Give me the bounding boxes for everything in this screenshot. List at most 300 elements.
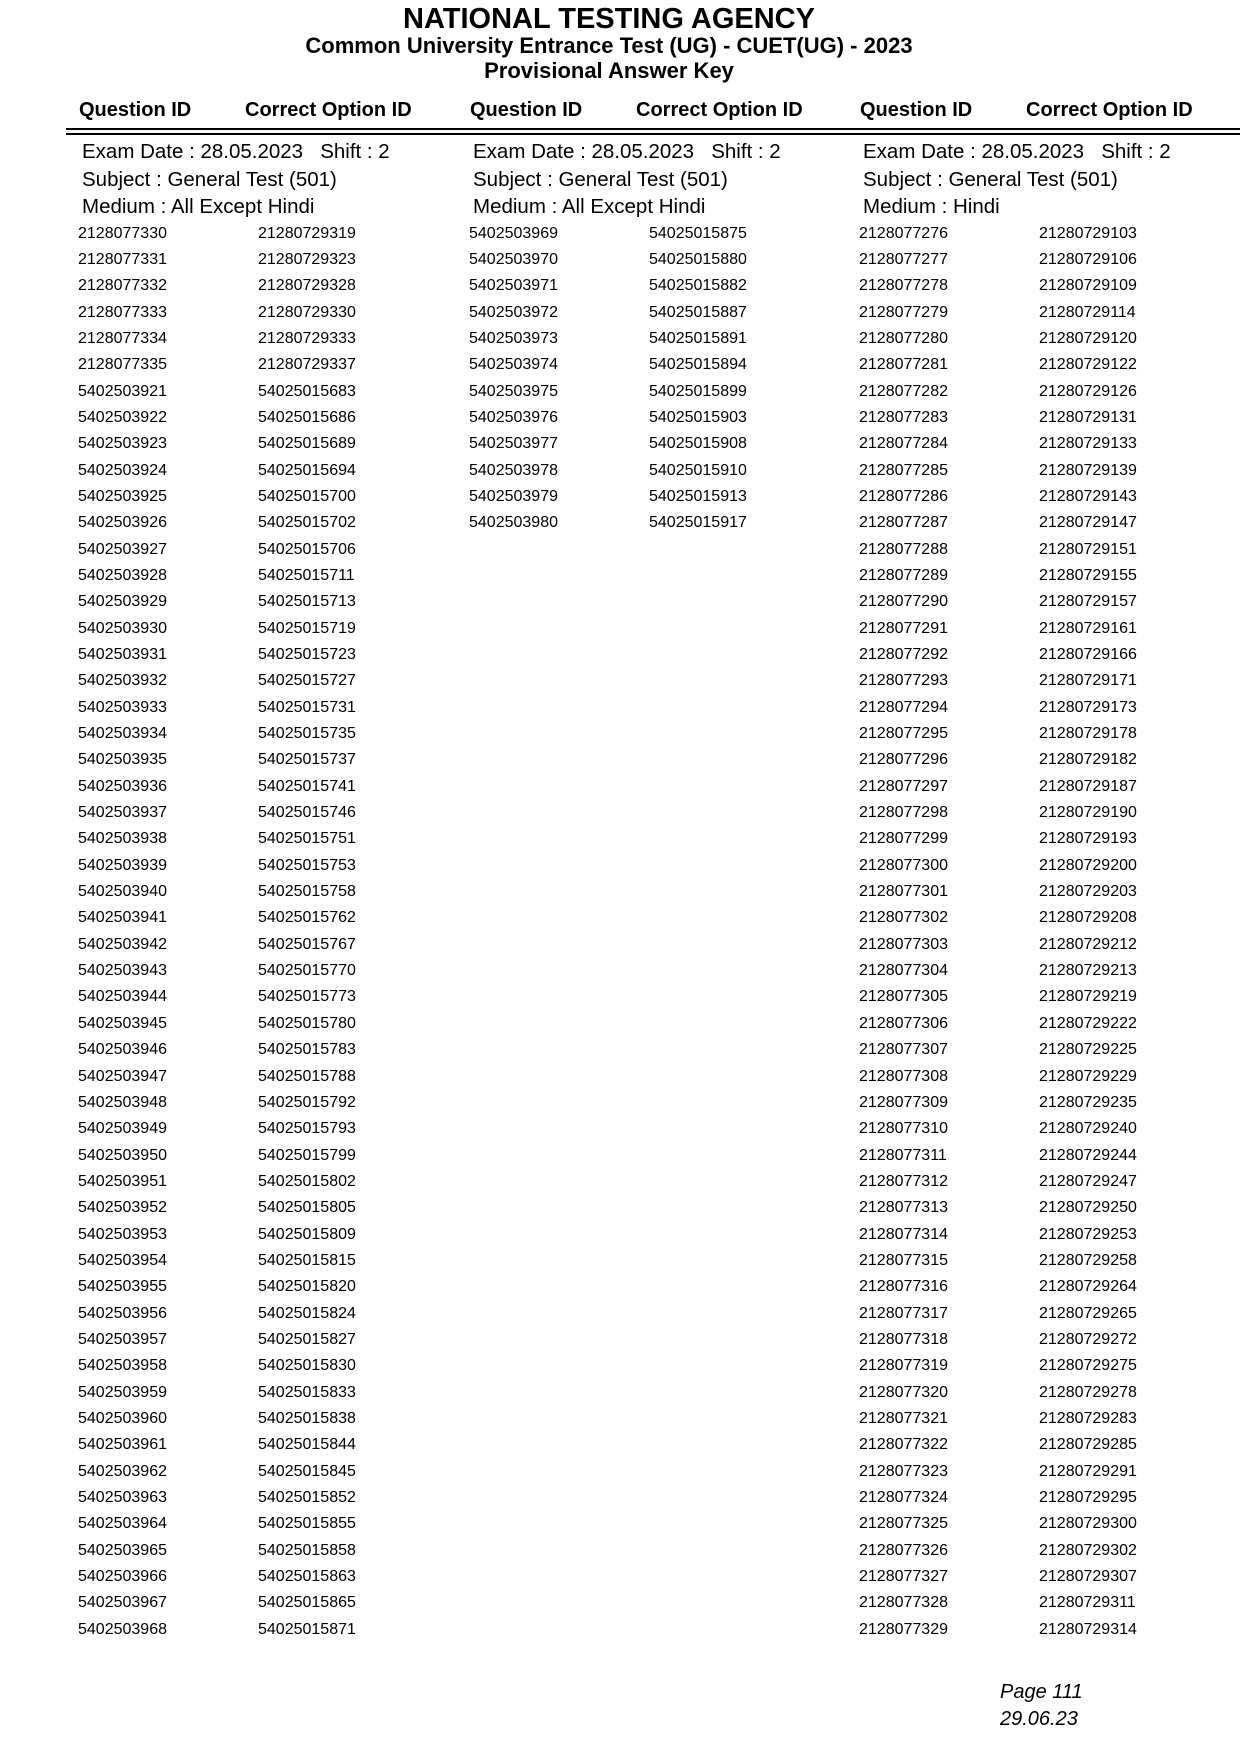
answer-row: [78, 300, 468, 326]
answer-row: [78, 984, 468, 1010]
correct-option-id: 21280729225: [1039, 1041, 1137, 1059]
answer-row: [78, 774, 468, 800]
correct-option-id: 54025015858: [258, 1541, 356, 1559]
question-id: 5402503966: [78, 1568, 167, 1586]
answer-row: [859, 958, 1241, 984]
question-id: 2128077325: [859, 1515, 948, 1533]
header-rule-top: [66, 128, 1240, 130]
question-id: 2128077310: [859, 1120, 948, 1138]
question-id: 2128077334: [78, 329, 167, 347]
correct-option-id: 54025015683: [258, 382, 356, 400]
question-id: 2128077315: [859, 1251, 948, 1269]
correct-option-id: 54025015903: [649, 408, 747, 426]
correct-option-id: 54025015700: [258, 487, 356, 505]
answer-row: [78, 721, 468, 747]
question-id: 5402503932: [78, 672, 167, 690]
answer-rows: [78, 221, 468, 1644]
question-id: 2128077297: [859, 777, 948, 795]
correct-option-id: 21280729178: [1039, 725, 1137, 743]
correct-option-id: 54025015833: [258, 1383, 356, 1401]
correct-option-id: 54025015727: [258, 672, 356, 690]
question-id: 2128077305: [859, 988, 948, 1006]
answer-row: [78, 1301, 468, 1327]
correct-option-id: 54025015713: [258, 593, 356, 611]
answer-row: [859, 1432, 1241, 1458]
question-id: 5402503964: [78, 1515, 167, 1533]
question-id: 5402503976: [469, 408, 558, 426]
question-id: 2128077285: [859, 461, 948, 479]
answer-row: [859, 1090, 1241, 1116]
correct-option-id: 21280729337: [258, 356, 356, 374]
exam-date-line: [82, 138, 468, 166]
correct-option-id: 21280729283: [1039, 1409, 1137, 1427]
exam-date-line: [863, 138, 1241, 166]
question-id: 5402503925: [78, 487, 167, 505]
answer-row: [469, 431, 859, 457]
answer-row: [78, 405, 468, 431]
medium: Medium : All Except Hindi: [82, 195, 315, 218]
question-id: 5402503959: [78, 1383, 167, 1401]
correct-option-id: 54025015741: [258, 777, 356, 795]
question-id: 5402503954: [78, 1251, 167, 1269]
answer-row: [78, 668, 468, 694]
correct-option-id: 21280729253: [1039, 1225, 1137, 1243]
document-type: Provisional Answer Key: [484, 58, 734, 83]
question-id: 5402503943: [78, 962, 167, 980]
correct-option-id: 21280729126: [1039, 382, 1137, 400]
answer-row: [859, 1195, 1241, 1221]
question-id: 2128077294: [859, 698, 948, 716]
question-id: 2128077323: [859, 1462, 948, 1480]
correct-option-id: 21280729173: [1039, 698, 1137, 716]
question-id: 5402503967: [78, 1594, 167, 1612]
answer-row: [859, 1538, 1241, 1564]
answer-row: [859, 1037, 1241, 1063]
question-id: 5402503940: [78, 883, 167, 901]
question-id: 2128077284: [859, 435, 948, 453]
correct-option-id: 54025015882: [649, 277, 747, 295]
answer-row: [859, 616, 1241, 642]
answer-row: [469, 247, 859, 273]
correct-option-id: 54025015852: [258, 1489, 356, 1506]
answer-row: [469, 273, 859, 299]
answer-row: [859, 1353, 1241, 1379]
correct-option-id: 21280729314: [1039, 1620, 1137, 1638]
column-header-option-id-1: Correct Option ID: [245, 99, 412, 121]
answer-row: [859, 405, 1241, 431]
question-id: 5402503927: [78, 540, 167, 558]
question-id: 2128077322: [859, 1436, 948, 1454]
answer-row: [78, 1485, 468, 1511]
correct-option-id: 54025015793: [258, 1120, 356, 1138]
question-id: 5402503963: [78, 1489, 167, 1506]
question-id: 5402503969: [469, 224, 558, 242]
correct-option-id: 21280729258: [1039, 1251, 1137, 1269]
section-meta: [82, 138, 468, 221]
question-id: 5402503978: [469, 461, 558, 479]
question-id: 2128077287: [859, 514, 948, 532]
question-id: 5402503972: [469, 303, 558, 321]
answer-row: [859, 932, 1241, 958]
correct-option-id: 54025015913: [649, 487, 747, 505]
answer-row: [78, 1274, 468, 1300]
answer-row: [78, 932, 468, 958]
question-id: 5402503922: [78, 408, 167, 426]
question-id: 5402503934: [78, 725, 167, 743]
correct-option-id: 21280729295: [1039, 1489, 1137, 1506]
answer-row: [78, 379, 468, 405]
answer-row: [859, 1274, 1241, 1300]
answer-row: [859, 458, 1241, 484]
correct-option-id: 21280729272: [1039, 1330, 1137, 1348]
question-id: 2128077276: [859, 224, 948, 242]
correct-option-id: 54025015753: [258, 856, 356, 874]
medium: Medium : All Except Hindi: [473, 195, 706, 218]
answer-row: [78, 221, 468, 247]
correct-option-id: 21280729307: [1039, 1568, 1137, 1586]
correct-option-id: 21280729171: [1039, 672, 1137, 690]
subject: Subject : General Test (501): [863, 167, 1118, 191]
answer-row: [78, 537, 468, 563]
answer-row: [78, 510, 468, 536]
answer-row: [859, 774, 1241, 800]
answer-row: [469, 405, 859, 431]
correct-option-id: 21280729250: [1039, 1199, 1137, 1217]
answer-row: [859, 326, 1241, 352]
shift: Shift : 2: [1101, 140, 1171, 163]
correct-option-id: 54025015880: [649, 250, 747, 268]
correct-option-id: 54025015735: [258, 725, 356, 743]
answer-row: [469, 352, 859, 378]
correct-option-id: 54025015865: [258, 1594, 356, 1612]
answer-row: [78, 1617, 468, 1643]
question-id: 5402503933: [78, 698, 167, 716]
exam-date: Exam Date : 28.05.2023: [82, 140, 304, 163]
question-id: 2128077277: [859, 250, 948, 268]
correct-option-id: 54025015746: [258, 804, 356, 822]
question-id: 5402503929: [78, 593, 167, 611]
question-id: 2128077317: [859, 1304, 948, 1322]
question-id: 5402503970: [469, 250, 558, 268]
answer-row: [859, 537, 1241, 563]
answer-row: [78, 826, 468, 852]
correct-option-id: 21280729311: [1039, 1594, 1136, 1612]
question-id: 2128077278: [859, 277, 948, 295]
correct-option-id: 21280729147: [1039, 514, 1137, 532]
subject: Subject : General Test (501): [473, 167, 728, 191]
correct-option-id: 21280729285: [1039, 1436, 1137, 1454]
answer-row: [469, 379, 859, 405]
answer-row: [78, 1380, 468, 1406]
answer-row: [859, 1222, 1241, 1248]
answer-row: [859, 1011, 1241, 1037]
question-id: 5402503945: [78, 1014, 167, 1032]
correct-option-id: 21280729182: [1039, 751, 1137, 769]
answer-row: [78, 273, 468, 299]
answer-row: [859, 800, 1241, 826]
answer-row: [78, 800, 468, 826]
correct-option-id: 21280729219: [1039, 988, 1137, 1006]
correct-option-id: 21280729278: [1039, 1383, 1137, 1401]
correct-option-id: 54025015719: [258, 619, 356, 637]
question-id: 2128077289: [859, 566, 948, 584]
question-id: 5402503937: [78, 804, 167, 822]
question-id: 2128077309: [859, 1093, 948, 1111]
correct-option-id: 54025015827: [258, 1330, 356, 1348]
correct-option-id: 54025015799: [258, 1146, 356, 1164]
answer-row: [78, 1064, 468, 1090]
answer-row: [78, 1169, 468, 1195]
answer-row: [859, 1590, 1241, 1616]
answer-row: [78, 1037, 468, 1063]
answer-row: [859, 431, 1241, 457]
question-id: 5402503948: [78, 1093, 167, 1111]
correct-option-id: 54025015770: [258, 962, 356, 980]
answer-row: [78, 879, 468, 905]
answer-row: [78, 431, 468, 457]
answer-row: [859, 1301, 1241, 1327]
answer-row: [78, 958, 468, 984]
correct-option-id: 21280729213: [1039, 962, 1137, 980]
correct-option-id: 54025015711: [258, 566, 355, 584]
answer-row: [469, 484, 859, 510]
answer-row: [859, 879, 1241, 905]
question-id: 5402503942: [78, 935, 167, 953]
correct-option-id: 54025015824: [258, 1304, 356, 1322]
answer-row: [78, 747, 468, 773]
correct-option-id: 54025015792: [258, 1093, 356, 1111]
page-number: Page 111: [1000, 1681, 1083, 1703]
answer-row: [859, 273, 1241, 299]
correct-option-id: 21280729319: [258, 224, 356, 242]
correct-option-id: 21280729208: [1039, 909, 1137, 927]
question-id: 2128077295: [859, 725, 948, 743]
answer-row: [859, 1248, 1241, 1274]
answer-row: [78, 1432, 468, 1458]
correct-option-id: 54025015838: [258, 1409, 356, 1427]
correct-option-id: 54025015783: [258, 1041, 356, 1059]
exam-date: Exam Date : 28.05.2023: [863, 140, 1085, 163]
correct-option-id: 21280729120: [1039, 329, 1137, 347]
correct-option-id: 21280729323: [258, 250, 356, 268]
answer-row: [859, 1064, 1241, 1090]
correct-option-id: 21280729139: [1039, 461, 1137, 479]
answer-row: [859, 1380, 1241, 1406]
correct-option-id: 21280729151: [1039, 540, 1137, 558]
answer-row: [859, 1617, 1241, 1643]
correct-option-id: 21280729229: [1039, 1067, 1137, 1085]
answer-row: [859, 1169, 1241, 1195]
column-header-question-id-3: Question ID: [860, 99, 973, 121]
correct-option-id: 54025015706: [258, 540, 356, 558]
question-id: 2128077303: [859, 935, 948, 953]
answer-row: [859, 352, 1241, 378]
correct-option-id: 21280729143: [1039, 487, 1137, 505]
answer-rows: [469, 221, 859, 537]
answer-row: [469, 221, 859, 247]
answer-section-3: [859, 138, 1241, 1643]
question-id: 5402503952: [78, 1199, 167, 1217]
question-id: 5402503953: [78, 1225, 167, 1243]
question-id: 2128077321: [859, 1409, 948, 1427]
correct-option-id: 21280729330: [258, 303, 356, 321]
question-id: 2128077314: [859, 1225, 948, 1243]
question-id: 5402503944: [78, 988, 167, 1006]
exam-title: Common University Entrance Test (UG) - CUET(UG) - 2023: [305, 33, 913, 58]
answer-row: [469, 510, 859, 536]
correct-option-id: 54025015809: [258, 1225, 356, 1243]
question-id: 2128077288: [859, 540, 948, 558]
answer-row: [859, 247, 1241, 273]
correct-option-id: 21280729193: [1039, 830, 1137, 848]
correct-option-id: 21280729161: [1039, 619, 1137, 637]
question-id: 2128077296: [859, 751, 948, 769]
question-id: 2128077332: [78, 277, 167, 295]
question-id: 5402503939: [78, 856, 167, 874]
answer-row: [78, 1248, 468, 1274]
answer-row: [78, 247, 468, 273]
print-date: 29.06.23: [1000, 1708, 1078, 1730]
answer-row: [78, 1116, 468, 1142]
question-id: 5402503951: [78, 1172, 167, 1190]
answer-row: [78, 1590, 468, 1616]
question-id: 5402503965: [78, 1541, 167, 1559]
correct-option-id: 54025015917: [649, 514, 747, 532]
correct-option-id: 54025015855: [258, 1515, 356, 1533]
correct-option-id: 21280729275: [1039, 1357, 1137, 1375]
question-id: 5402503938: [78, 830, 167, 848]
answer-row: [78, 616, 468, 642]
answer-row: [78, 352, 468, 378]
answer-rows: [859, 221, 1241, 1644]
question-id: 5402503980: [469, 514, 558, 532]
answer-row: [859, 984, 1241, 1010]
question-id: 5402503962: [78, 1462, 167, 1480]
question-id: 5402503950: [78, 1146, 167, 1164]
question-id: 2128077329: [859, 1620, 948, 1638]
question-id: 2128077316: [859, 1278, 948, 1296]
answer-row: [78, 853, 468, 879]
answer-row: [859, 510, 1241, 536]
question-id: 2128077283: [859, 408, 948, 426]
answer-row: [78, 1327, 468, 1353]
question-id: 5402503936: [78, 777, 167, 795]
question-id: 5402503957: [78, 1330, 167, 1348]
answer-row: [859, 300, 1241, 326]
answer-row: [78, 1143, 468, 1169]
correct-option-id: 54025015694: [258, 461, 356, 479]
question-id: 5402503956: [78, 1304, 167, 1322]
answer-row: [859, 721, 1241, 747]
answer-row: [78, 1353, 468, 1379]
correct-option-id: 21280729109: [1039, 277, 1137, 295]
question-id: 5402503923: [78, 435, 167, 453]
answer-row: [859, 1459, 1241, 1485]
medium: Medium : Hindi: [863, 195, 1000, 218]
correct-option-id: 54025015723: [258, 646, 356, 663]
answer-row: [859, 747, 1241, 773]
question-id: 2128077279: [859, 303, 948, 321]
question-id: 5402503947: [78, 1067, 167, 1085]
answer-row: [78, 1222, 468, 1248]
correct-option-id: 54025015731: [258, 698, 356, 716]
correct-option-id: 21280729157: [1039, 593, 1137, 611]
correct-option-id: 54025015805: [258, 1199, 356, 1217]
correct-option-id: 21280729300: [1039, 1515, 1137, 1533]
answer-row: [859, 1406, 1241, 1432]
answer-row: [859, 826, 1241, 852]
question-id: 2128077328: [859, 1594, 948, 1612]
correct-option-id: 21280729106: [1039, 250, 1137, 268]
question-id: 2128077318: [859, 1330, 948, 1348]
answer-row: [859, 1116, 1241, 1142]
answer-row: [859, 1564, 1241, 1590]
correct-option-id: 54025015773: [258, 988, 356, 1006]
answer-row: [859, 853, 1241, 879]
answer-row: [859, 221, 1241, 247]
exam-date: Exam Date : 28.05.2023: [473, 140, 695, 163]
answer-row: [78, 1011, 468, 1037]
correct-option-id: 21280729133: [1039, 435, 1137, 453]
correct-option-id: 21280729114: [1039, 303, 1136, 321]
question-id: 5402503949: [78, 1120, 167, 1138]
correct-option-id: 21280729264: [1039, 1278, 1137, 1296]
correct-option-id: 21280729200: [1039, 856, 1137, 874]
question-id: 5402503971: [469, 277, 558, 295]
answer-row: [78, 458, 468, 484]
question-id: 2128077331: [78, 250, 167, 268]
correct-option-id: 54025015899: [649, 382, 747, 400]
answer-row: [78, 1564, 468, 1590]
correct-option-id: 54025015863: [258, 1568, 356, 1586]
correct-option-id: 54025015737: [258, 751, 356, 769]
correct-option-id: 21280729240: [1039, 1120, 1137, 1138]
answer-row: [469, 326, 859, 352]
question-id: 5402503931: [78, 646, 167, 663]
question-id: 2128077299: [859, 830, 948, 848]
answer-row: [859, 563, 1241, 589]
answer-row: [859, 1327, 1241, 1353]
answer-row: [78, 905, 468, 931]
shift: Shift : 2: [711, 140, 781, 163]
answer-section-1: [78, 138, 468, 1643]
question-id: 2128077290: [859, 593, 948, 611]
question-id: 2128077281: [859, 356, 948, 374]
question-id: 2128077330: [78, 224, 167, 242]
answer-row: [78, 1090, 468, 1116]
column-header-question-id-2: Question ID: [470, 99, 583, 121]
correct-option-id: 21280729291: [1039, 1462, 1137, 1480]
correct-option-id: 21280729244: [1039, 1146, 1137, 1164]
question-id: 2128077306: [859, 1014, 948, 1032]
question-id: 2128077313: [859, 1199, 948, 1217]
correct-option-id: 21280729131: [1039, 408, 1137, 426]
question-id: 2128077308: [859, 1067, 948, 1085]
answer-row: [859, 1143, 1241, 1169]
question-id: 5402503974: [469, 356, 558, 374]
correct-option-id: 21280729155: [1039, 566, 1137, 584]
answer-row: [859, 1485, 1241, 1511]
correct-option-id: 21280729122: [1039, 356, 1137, 374]
correct-option-id: 54025015894: [649, 356, 747, 374]
correct-option-id: 54025015830: [258, 1357, 356, 1375]
correct-option-id: 54025015844: [258, 1436, 356, 1454]
correct-option-id: 54025015686: [258, 408, 356, 426]
correct-option-id: 21280729333: [258, 329, 356, 347]
correct-option-id: 21280729222: [1039, 1014, 1137, 1032]
subject: Subject : General Test (501): [82, 167, 337, 191]
correct-option-id: 21280729103: [1039, 224, 1137, 242]
